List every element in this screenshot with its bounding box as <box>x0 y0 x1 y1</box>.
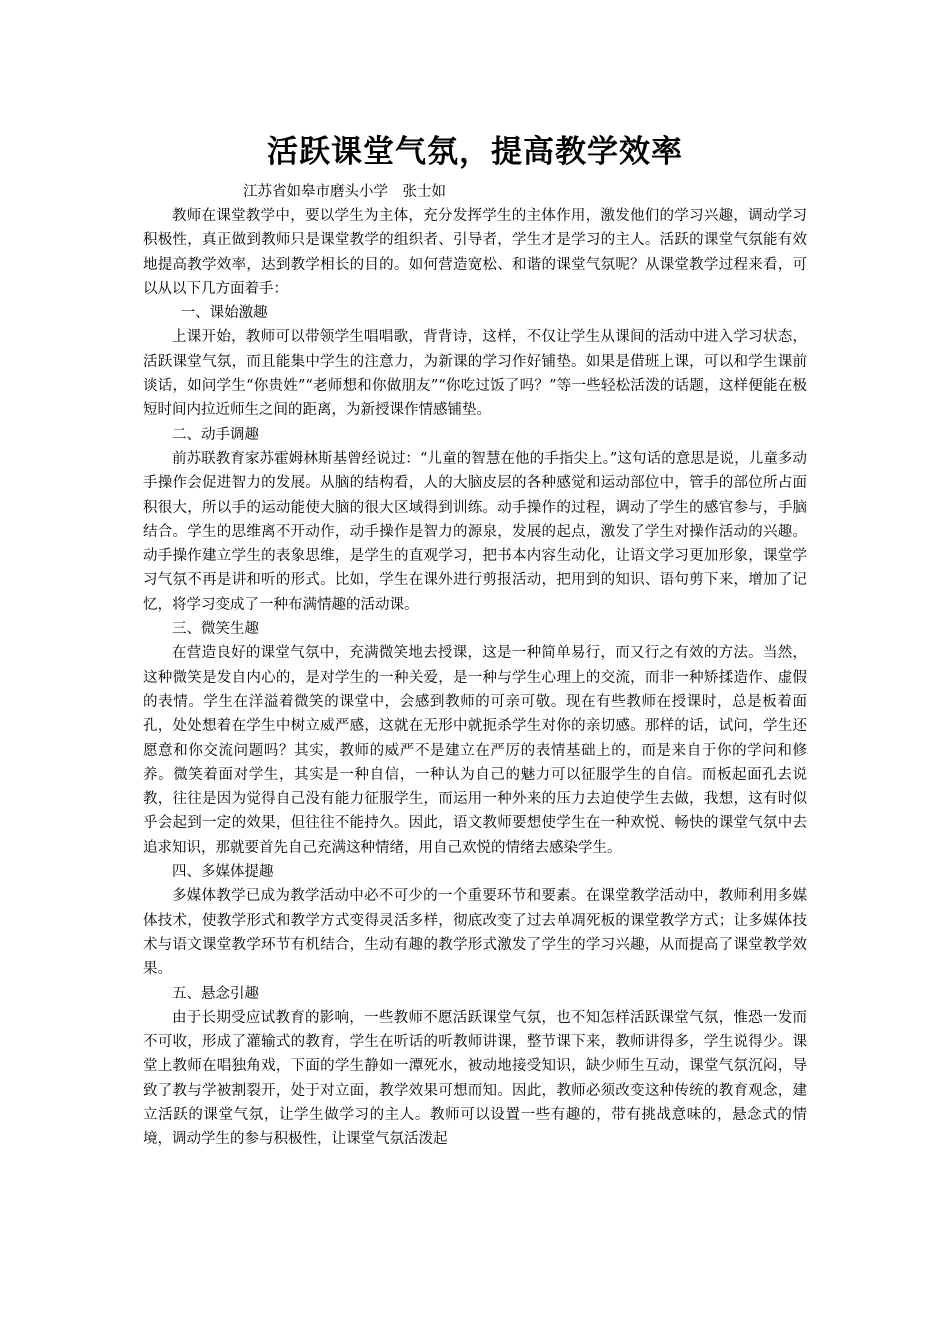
section-heading-2: 二、动手调趣 <box>172 426 259 443</box>
section-body-3: 在营造良好的课堂气氛中，充满微笑地去授课，这是一种简单易行，而又行之有效的方法。当然，这种微笑是发自内心的，是对学生的一种关爱，是一种与学生心理上的交流，而非一种矫揉造作、虚假的表情。学生在洋溢着微笑的课堂中，会感到教师的可亲可敬。现在有些教师在授课时，总是板着面孔，处处想着在学生中树立威严感，这就在无形中就扼杀学生对你的亲切感。那样的话，试问，学生还愿意和你交流问题吗？其实，教师的威严不是建立在严厉的表情基础上的，而是来自于你的学问和修养。微笑着面对学生，其实是一种自信，一种认为自己的魅力可以征服学生的自信。而板起面孔去说教，往往是因为觉得自己没有能力征服学生，而运用一种外来的压力去迫使学生去做，我想，这有时似乎会起到一定的效果，但往往不能持久。因此，语文教师要想使学生在一种欢悦、畅快的课堂气氛中去追求知识，那就要首先自己充满这种情绪，用自己欢悦的情绪去感染学生。 <box>143 645 807 856</box>
section-heading-5: 五、悬念引趣 <box>172 985 259 1002</box>
author-line: 江苏省如皋市磨头小学 张士如 <box>243 184 446 200</box>
document-title: 活跃课堂气氛，提高教学效率 <box>267 134 683 170</box>
document-page <box>143 120 807 1152</box>
intro-paragraph: 教师在课堂教学中，要以学生为主体，充分发挥学生的主体作用，激发他们的学习兴趣，调动学习积极性，真正做到教师只是课堂教学的组织者、引导者，学生才是学习的主人。活跃的课堂气氛能有效地提高教学效率，达到教学相长的目的。如何营造宽松、和谐的课堂气氛呢？从课堂教学过程来看，可以从以下几方面着手： <box>143 208 807 297</box>
section-body-1: 上课开始，教师可以带领学生唱唱歌，背背诗，这样，不仅让学生从课间的活动中进入学习状态，活跃课堂气氛，而且能集中学生的注意力，为新课的学习作好铺垫。如果是借班上课，可以和学生课前谈话，如问学生“你贵姓”“老师想和你做朋友”“你吃过饭了吗？”等一些轻松活泼的话题，这样便能在极短时间内拉近师生之间的距离，为新授课作情感铺垫。 <box>143 329 807 419</box>
section-heading-1: 一、课始激趣 <box>180 305 268 322</box>
section-body-4: 多媒体教学已成为教学活动中必不可少的一个重要环节和要素。在课堂教学活动中，教师利用多媒体技术，使教学形式和教学方式变得灵活多样，彻底改变了过去单凋死板的课堂教学方式；让多媒体技术与语文课堂教学环节有机结合，生动有趣的教学形式激发了学生的学习兴趣，从而提高了课堂教学效果。 <box>143 888 807 978</box>
section-heading-3: 三、微笑生趣 <box>172 621 259 638</box>
section-body-5: 由于长期受应试教育的影响，一些教师不愿活跃课堂气氛，也不知怎样活跃课堂气氛，惟恐一发而不可收，形成了灌输式的教育，学生在听话的听教师讲课，整节课下来，教师讲得多，学生说得少。课堂上教师在唱独角戏，下面的学生静如一潭死水，被动地接受知识，缺少师生互动，课堂气氛沉闷，导致了教与学被割裂开，处于对立面，教学效果可想而知。因此，教师必须改变这种传统的教育观念，建立活跃的课堂气氛，让学生做学习的主人。教师可以设置一些有趣的，带有挑战意味的，悬念式的情境，调动学生的参与积极性，让课堂气氛活泼起 <box>143 1009 807 1148</box>
section-body-2: 前苏联教育家苏霍姆林斯基曾经说过：“儿童的智慧在他的手指尖上。”这句话的意思是说，儿童多动手操作会促进智力的发展。从脑的结构看，人的大脑皮层的各种感觉和运动部位中，管手的部位所占面积很大，所以手的运动能使大脑的很大区域得到训练。动手操作的过程，调动了学生的感官参与，手脑结合。学生的思维离不开动作，动手操作是智力的源泉，发展的起点，激发了学生对操作活动的兴趣。动手操作建立学生的表象思维，是学生的直观学习，把书本内容生动化，让语文学习更加形象，课堂学习气氛不再是讲和听的形式。比如，学生在课外进行剪报活动，把用到的知识、语句剪下来，增加了记忆，将学习变成了一种布满情趣的活动课。 <box>143 450 807 613</box>
section-heading-4: 四、多媒体提趣 <box>172 864 274 881</box>
